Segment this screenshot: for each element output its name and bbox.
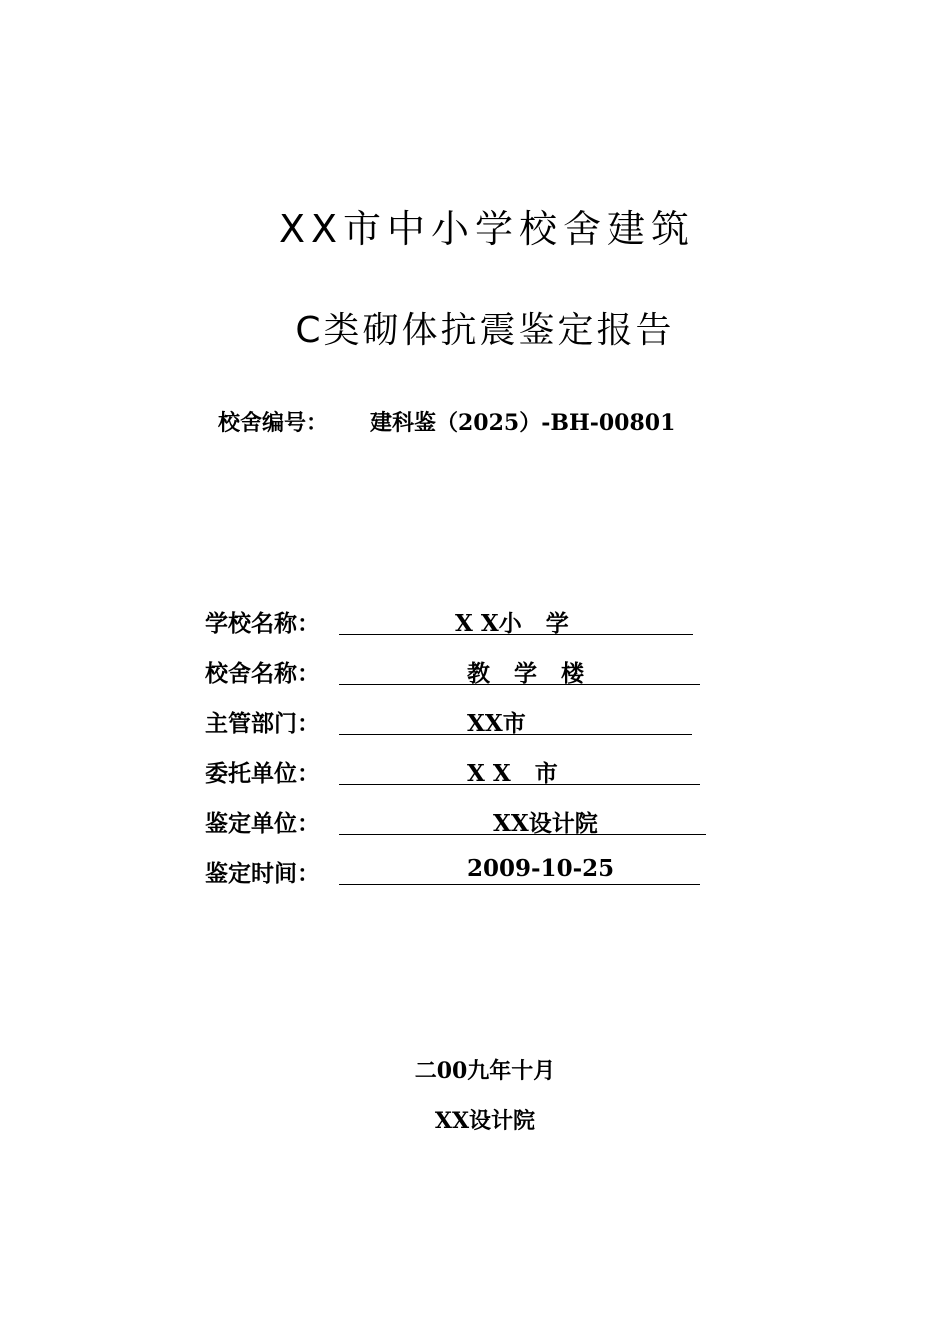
field-value: 教 学 楼: [467, 660, 585, 687]
report-title-line1: XX市中小学校舍建筑: [278, 207, 696, 251]
field-value: X X 市: [467, 760, 558, 787]
field-label: 鉴定单位：: [205, 810, 320, 837]
footer-organization: XX设计院: [434, 1108, 536, 1134]
field-value: XX设计院: [493, 810, 598, 837]
field-value: X X小 学: [455, 610, 569, 637]
footer-date: 二00九年十月: [414, 1058, 556, 1084]
field-label: 主管部门：: [205, 710, 320, 737]
building-code-row: [218, 406, 675, 437]
field-value: XX市: [467, 710, 526, 737]
building-code-label: 校舍编号：: [218, 410, 329, 436]
field-value: 2009-10-25: [467, 855, 615, 882]
field-underline: [339, 884, 700, 885]
field-label: 委托单位：: [205, 760, 320, 787]
report-title-line2: C类砌体抗震鉴定报告: [295, 310, 675, 351]
field-label: 校舍名称：: [205, 660, 320, 687]
field-label: 鉴定时间：: [205, 860, 320, 887]
building-code-value: 建科鉴（2025）-BH-00801: [370, 410, 676, 436]
field-label: 学校名称：: [205, 610, 320, 637]
